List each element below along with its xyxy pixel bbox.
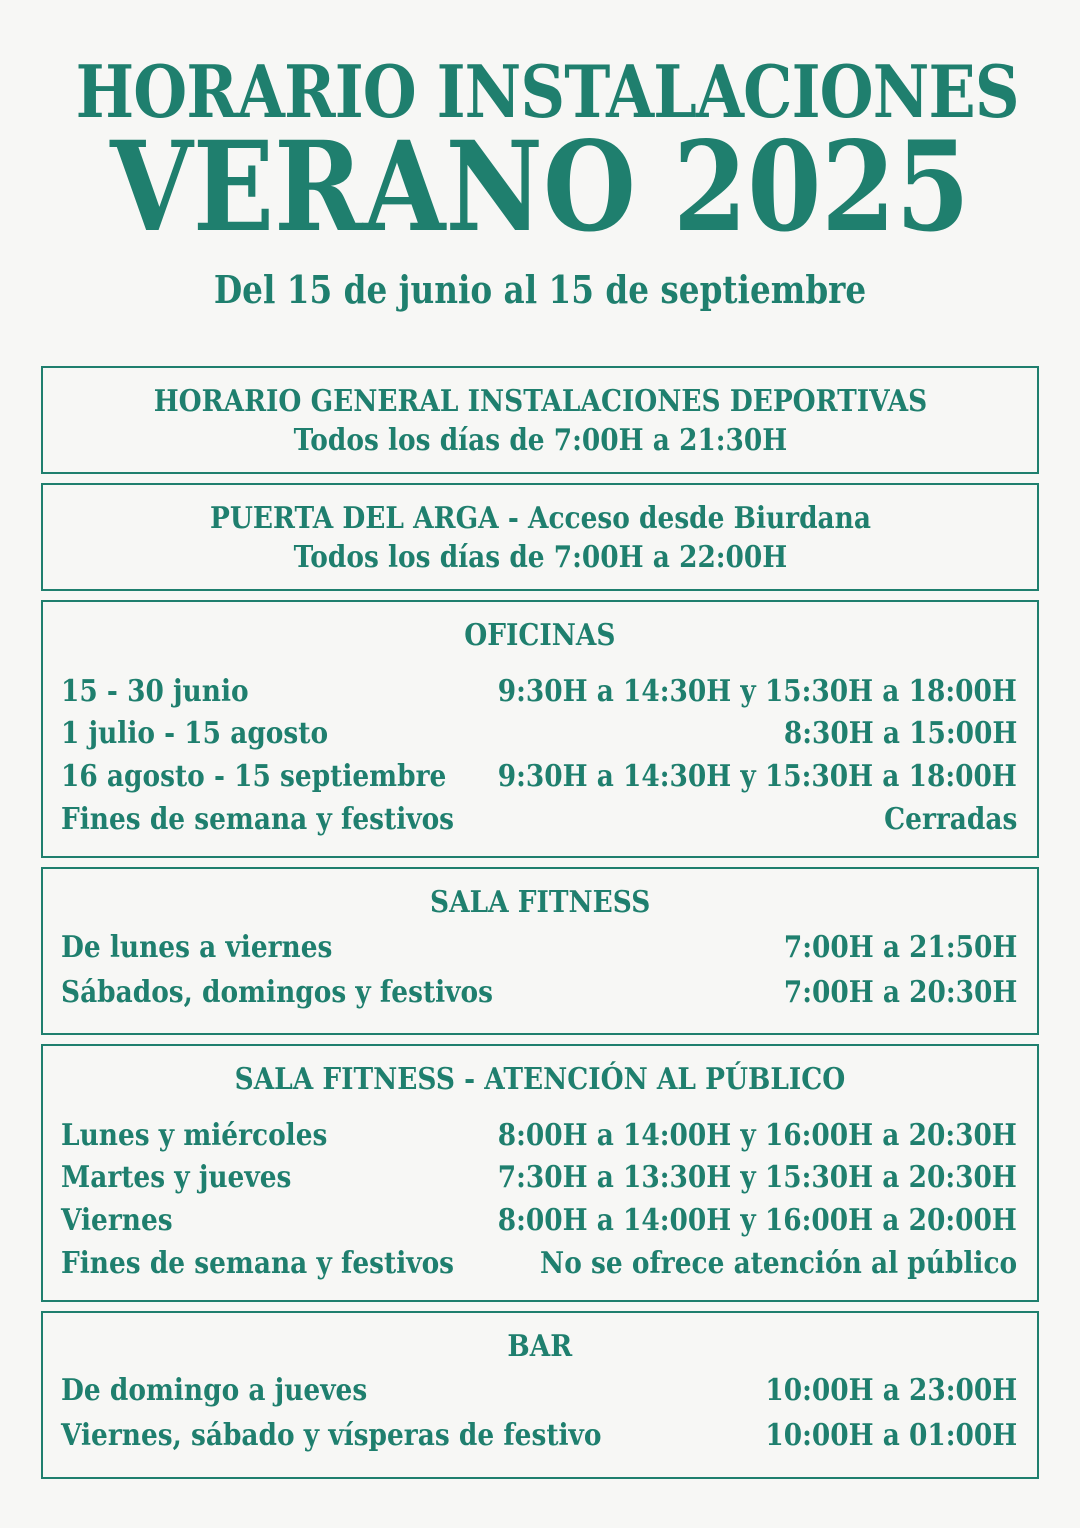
atencion-row bbox=[61, 1244, 1017, 1284]
puerta-del-arga-box bbox=[41, 483, 1039, 591]
atencion-publico-box bbox=[41, 1044, 1039, 1302]
bar-row-label: Viernes, sábado y vísperas de festivo bbox=[61, 1418, 602, 1453]
atencion-row-value: 7:30H a 13:30H y 15:30H a 20:30H bbox=[498, 1160, 1017, 1195]
oficinas-row bbox=[61, 714, 1017, 754]
general-hours-heading: HORARIO GENERAL INSTALACIONES DEPORTIVAS bbox=[153, 384, 927, 419]
atencion-row bbox=[61, 1116, 1017, 1156]
atencion-row-value: 8:00H a 14:00H y 16:00H a 20:30H bbox=[498, 1118, 1017, 1153]
fitness-row-label: Sábados, domingos y festivos bbox=[61, 975, 493, 1010]
oficinas-row-value: 8:30H a 15:00H bbox=[783, 716, 1017, 751]
atencion-publico-heading: SALA FITNESS - ATENCIÓN AL PÚBLICO bbox=[234, 1062, 846, 1097]
oficinas-heading: OFICINAS bbox=[464, 618, 616, 653]
atencion-row bbox=[61, 1201, 1017, 1241]
puerta-del-arga-hours: Todos los días de 7:00H a 22:00H bbox=[293, 540, 787, 575]
bar-row bbox=[61, 1371, 1017, 1411]
fitness-row bbox=[61, 928, 1017, 968]
oficinas-row bbox=[61, 672, 1017, 712]
atencion-row bbox=[61, 1158, 1017, 1198]
oficinas-row bbox=[61, 757, 1017, 797]
sala-fitness-box bbox=[41, 867, 1039, 1035]
date-range-subtitle: Del 15 de junio al 15 de septiembre bbox=[213, 267, 867, 312]
atencion-row-value: No se ofrece atención al público bbox=[539, 1246, 1017, 1281]
atencion-row-label: Fines de semana y festivos bbox=[61, 1246, 455, 1281]
bar-row bbox=[61, 1416, 1017, 1456]
atencion-row-value: 8:00H a 14:00H y 16:00H a 20:00H bbox=[498, 1203, 1017, 1238]
fitness-row-label: De lunes a viernes bbox=[61, 930, 333, 965]
fitness-row bbox=[61, 973, 1017, 1013]
oficinas-row-label: 16 agosto - 15 septiembre bbox=[61, 759, 447, 794]
oficinas-row-value: 9:30H a 14:30H y 15:30H a 18:00H bbox=[498, 759, 1017, 794]
oficinas-box bbox=[41, 600, 1039, 858]
bar-heading: BAR bbox=[507, 1329, 573, 1364]
oficinas-row-value: Cerradas bbox=[883, 802, 1017, 837]
fitness-row-value: 7:00H a 21:50H bbox=[783, 930, 1017, 965]
puerta-del-arga-heading: PUERTA DEL ARGA - Acceso desde Biurdana bbox=[209, 501, 871, 536]
title-line-2: VERANO 2025 bbox=[110, 115, 970, 260]
general-hours-box bbox=[41, 366, 1039, 474]
oficinas-row bbox=[61, 800, 1017, 840]
atencion-row-label: Martes y jueves bbox=[61, 1160, 292, 1195]
oficinas-row-label: 1 julio - 15 agosto bbox=[61, 716, 329, 751]
bar-box bbox=[41, 1311, 1039, 1479]
title-line-1: HORARIO INSTALACIONES bbox=[75, 49, 1019, 134]
atencion-row-label: Viernes bbox=[61, 1203, 173, 1238]
fitness-row-value: 7:00H a 20:30H bbox=[783, 975, 1017, 1010]
bar-row-value: 10:00H a 23:00H bbox=[765, 1373, 1017, 1408]
oficinas-row-label: 15 - 30 junio bbox=[61, 674, 249, 709]
bar-row-label: De domingo a jueves bbox=[61, 1373, 368, 1408]
atencion-row-label: Lunes y miércoles bbox=[61, 1118, 328, 1153]
bar-row-value: 10:00H a 01:00H bbox=[765, 1418, 1017, 1453]
oficinas-row-label: Fines de semana y festivos bbox=[61, 802, 455, 837]
sala-fitness-heading: SALA FITNESS bbox=[429, 885, 651, 920]
general-hours-text: Todos los días de 7:00H a 21:30H bbox=[293, 423, 787, 458]
oficinas-row-value: 9:30H a 14:30H y 15:30H a 18:00H bbox=[498, 674, 1017, 709]
